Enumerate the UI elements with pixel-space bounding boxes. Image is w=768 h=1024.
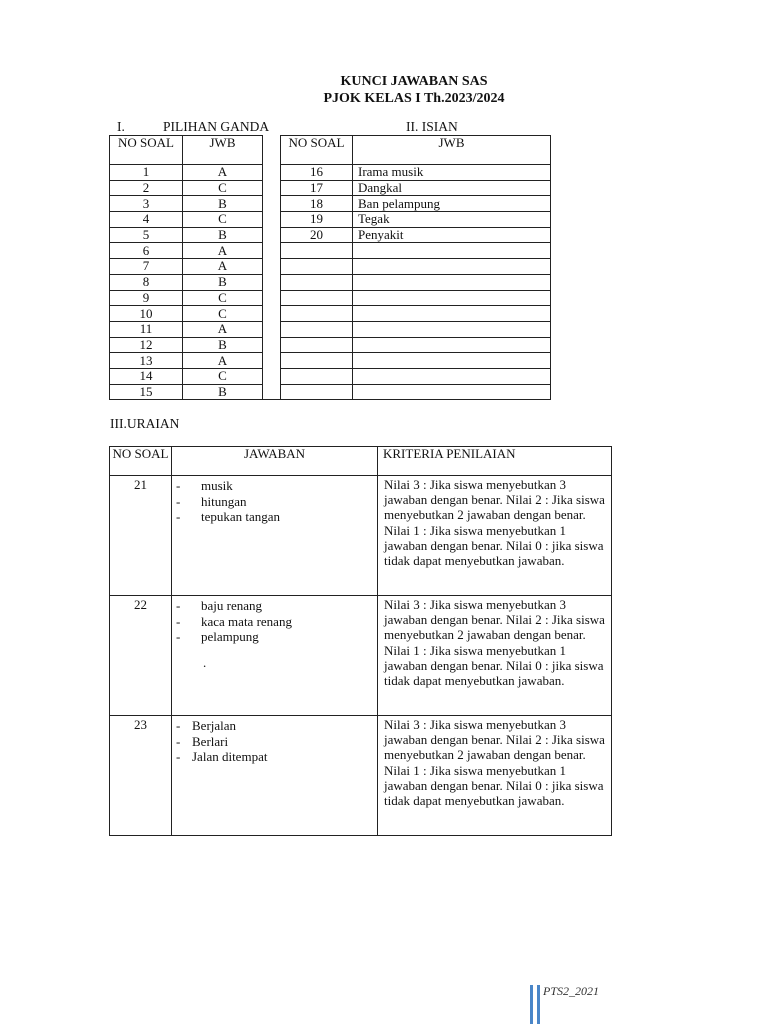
answer-key-row <box>110 290 551 306</box>
isian-jwb-cell: Ban pelampung <box>353 196 551 212</box>
essay-criteria-cell: Nilai 3 : Jika siswa menyebutkan 3 jawaban dengan benar. Nilai 2 : Jika siswa menyebutkan 2 jawaban dengan benar. Nilai 1 : Jika siswa menyebutkan 1 jawaban dengan benar. Nilai 0 : jika siswa tidak dapat menyebutkan jawaban. <box>378 716 612 836</box>
pg-jwb-cell: B <box>183 337 263 353</box>
pg-no-cell: 8 <box>110 274 183 290</box>
pg-jwb-header: JWB <box>183 136 263 165</box>
section-3-heading: III.URAIAN <box>110 416 180 431</box>
answer-text: Berlari <box>192 733 229 749</box>
pg-jwb-cell: B <box>183 196 263 212</box>
answer-text: musik <box>201 478 233 493</box>
bullet-dash: - <box>176 733 181 749</box>
answer-item <box>176 509 377 525</box>
pg-jwb-cell: C <box>183 180 263 196</box>
bullet-dash: - <box>176 613 181 629</box>
answer-item <box>176 749 377 765</box>
footer-label: PTS2_2021 <box>543 984 600 998</box>
answer-key-table <box>109 135 551 400</box>
isian-jwb-cell <box>353 368 551 384</box>
isian-no-cell <box>281 259 353 275</box>
isian-no-cell <box>281 368 353 384</box>
table-spacer <box>263 243 281 259</box>
pg-jwb-cell: C <box>183 306 263 322</box>
answer-key-row <box>110 353 551 369</box>
table-spacer <box>263 306 281 322</box>
bullet-dash: - <box>176 629 181 644</box>
essay-row <box>110 716 612 836</box>
pg-jwb-cell: A <box>183 243 263 259</box>
table-spacer <box>263 274 281 290</box>
answer-key-row <box>110 274 551 290</box>
answer-key-row <box>110 180 551 196</box>
isian-jwb-cell: Irama musik <box>353 165 551 181</box>
pg-no-cell: 4 <box>110 212 183 228</box>
answer-key-row <box>110 212 551 228</box>
isian-no-cell <box>281 353 353 369</box>
answer-text: Berjalan <box>192 718 237 733</box>
answer-key-row <box>110 227 551 243</box>
table-spacer <box>263 259 281 275</box>
pg-jwb-cell: A <box>183 353 263 369</box>
isian-no-cell: 16 <box>281 165 353 181</box>
answer-key-row <box>110 306 551 322</box>
pg-no-cell: 13 <box>110 353 183 369</box>
answer-item <box>176 629 377 645</box>
bullet-dash: - <box>176 718 181 733</box>
answer-key-header-row <box>110 136 551 165</box>
pg-no-cell: 1 <box>110 165 183 181</box>
pg-jwb-cell: C <box>183 212 263 228</box>
answer-key-row <box>110 321 551 337</box>
table-spacer <box>263 212 281 228</box>
isian-jwb-cell <box>353 306 551 322</box>
isian-no-cell <box>281 337 353 353</box>
answer-key-row <box>110 337 551 353</box>
footer-accent-bar <box>530 985 533 1024</box>
answer-key-row <box>110 196 551 212</box>
table-spacer <box>263 196 281 212</box>
isian-jwb-cell: Penyakit <box>353 227 551 243</box>
essay-no-cell: 22 <box>110 596 172 716</box>
pg-no-cell: 3 <box>110 196 183 212</box>
pg-jwb-cell: A <box>183 321 263 337</box>
essay-jawaban-header: JAWABAN <box>172 447 378 476</box>
footer-accent-bar <box>537 985 540 1024</box>
answer-text: kaca mata renang <box>201 613 292 629</box>
isian-jwb-cell <box>353 290 551 306</box>
pg-jwb-cell: B <box>183 274 263 290</box>
table-spacer <box>263 321 281 337</box>
pg-jwb-cell: A <box>183 259 263 275</box>
isian-no-cell <box>281 274 353 290</box>
answer-text: baju renang <box>201 598 263 613</box>
isian-no-cell <box>281 290 353 306</box>
essay-table <box>109 446 612 836</box>
pg-no-cell: 10 <box>110 306 183 322</box>
answer-list <box>172 476 377 525</box>
pg-no-cell: 12 <box>110 337 183 353</box>
essay-no-header: NO SOAL <box>110 447 172 476</box>
answer-key-row <box>110 243 551 259</box>
isian-jwb-cell <box>353 337 551 353</box>
answer-key-row <box>110 384 551 400</box>
isian-jwb-cell <box>353 259 551 275</box>
table-spacer <box>263 368 281 384</box>
document-title <box>0 73 768 107</box>
answer-text: hitungan <box>201 493 247 509</box>
title-line-1: KUNCI JAWABAN SAS <box>340 74 488 89</box>
bullet-dash: - <box>176 509 181 524</box>
pg-jwb-cell: B <box>183 384 263 400</box>
answer-item <box>176 494 377 510</box>
section-1-number: I. <box>117 119 125 134</box>
pg-no-cell: 11 <box>110 321 183 337</box>
isian-jwb-header: JWB <box>353 136 551 165</box>
answer-item <box>176 598 377 614</box>
pg-jwb-cell: C <box>183 290 263 306</box>
essay-no-cell: 21 <box>110 476 172 596</box>
pg-no-cell: 2 <box>110 180 183 196</box>
isian-jwb-cell <box>353 274 551 290</box>
pg-jwb-cell: C <box>183 368 263 384</box>
table-spacer <box>263 384 281 400</box>
isian-no-header: NO SOAL <box>281 136 353 165</box>
pg-jwb-cell: A <box>183 165 263 181</box>
answer-list <box>172 716 377 765</box>
bullet-dash: - <box>176 493 181 509</box>
essay-answer-cell <box>172 476 378 596</box>
essay-kriteria-header: KRITERIA PENILAIAN <box>378 447 612 476</box>
answer-key-row <box>110 259 551 275</box>
pg-no-cell: 5 <box>110 227 183 243</box>
isian-no-cell <box>281 384 353 400</box>
table-spacer <box>263 337 281 353</box>
essay-no-cell: 23 <box>110 716 172 836</box>
pg-no-header: NO SOAL <box>110 136 183 165</box>
table-spacer <box>263 165 281 181</box>
answer-item <box>176 478 377 494</box>
pg-no-cell: 15 <box>110 384 183 400</box>
isian-jwb-cell <box>353 353 551 369</box>
isian-no-cell <box>281 243 353 259</box>
bullet-dash: - <box>176 749 181 764</box>
essay-row <box>110 596 612 716</box>
essay-answer-cell <box>172 596 378 716</box>
essay-row <box>110 476 612 596</box>
isian-no-cell: 20 <box>281 227 353 243</box>
pg-jwb-cell: B <box>183 227 263 243</box>
pg-no-cell: 9 <box>110 290 183 306</box>
isian-no-cell <box>281 306 353 322</box>
answer-list <box>172 596 377 670</box>
bullet-dash: - <box>176 478 181 493</box>
answer-item <box>176 734 377 750</box>
essay-answer-cell <box>172 716 378 836</box>
essay-header-row <box>110 447 612 476</box>
pg-no-cell: 14 <box>110 368 183 384</box>
answer-text: pelampung <box>201 629 259 644</box>
isian-no-cell: 17 <box>281 180 353 196</box>
essay-criteria-cell: Nilai 3 : Jika siswa menyebutkan 3 jawaban dengan benar. Nilai 2 : Jika siswa menyebutkan 2 jawaban dengan benar. Nilai 1 : Jika siswa menyebutkan 1 jawaban dengan benar. Nilai 0 : jika siswa tidak dapat menyebutkan jawaban. <box>378 476 612 596</box>
title-line-2: PJOK KELAS I Th.2023/2024 <box>323 91 505 106</box>
bullet-dash: - <box>176 598 181 613</box>
isian-no-cell <box>281 321 353 337</box>
section-1-heading: PILIHAN GANDA <box>163 119 270 134</box>
table-spacer <box>263 290 281 306</box>
answer-key-row <box>110 368 551 384</box>
isian-no-cell: 19 <box>281 212 353 228</box>
answer-item <box>176 718 377 734</box>
pg-no-cell: 7 <box>110 259 183 275</box>
answer-item <box>176 614 377 630</box>
table-spacer <box>263 227 281 243</box>
isian-no-cell: 18 <box>281 196 353 212</box>
essay-criteria-cell: Nilai 3 : Jika siswa menyebutkan 3 jawaban dengan benar. Nilai 2 : Jika siswa menyebutkan 2 jawaban dengan benar. Nilai 1 : Jika siswa menyebutkan 1 jawaban dengan benar. Nilai 0 : jika siswa tidak dapat menyebutkan jawaban. <box>378 596 612 716</box>
isian-jwb-cell <box>353 384 551 400</box>
isian-jwb-cell: Dangkal <box>353 180 551 196</box>
isian-jwb-cell <box>353 243 551 259</box>
isian-jwb-cell <box>353 321 551 337</box>
isian-jwb-cell: Tegak <box>353 212 551 228</box>
section-2-heading: II. ISIAN <box>406 119 458 134</box>
table-spacer <box>263 353 281 369</box>
table-spacer <box>263 180 281 196</box>
answer-extra: . <box>203 654 207 670</box>
answer-text: tepukan tangan <box>201 509 281 524</box>
answer-text: Jalan ditempat <box>192 749 268 764</box>
answer-key-row <box>110 165 551 181</box>
pg-no-cell: 6 <box>110 243 183 259</box>
table-spacer <box>263 136 281 165</box>
